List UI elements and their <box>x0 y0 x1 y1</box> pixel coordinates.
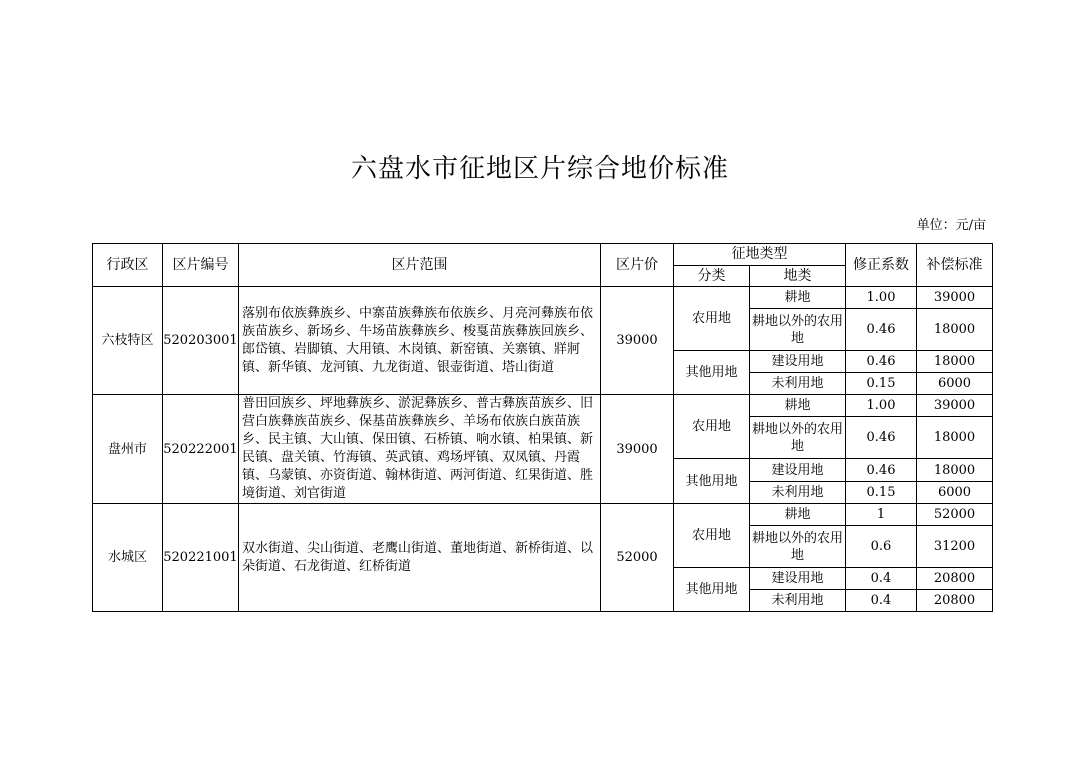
header-district: 行政区 <box>93 244 163 287</box>
district-cell: 水城区 <box>93 504 163 612</box>
category-cell: 农用地 <box>674 395 750 459</box>
category-cell: 其他用地 <box>674 351 750 395</box>
coefficient-cell: 0.46 <box>846 309 917 351</box>
land-class-cell: 耕地 <box>750 395 846 417</box>
compensation-cell: 39000 <box>917 395 993 417</box>
coefficient-cell: 0.4 <box>846 568 917 590</box>
category-cell: 其他用地 <box>674 459 750 504</box>
coefficient-cell: 0.46 <box>846 351 917 373</box>
header-coefficient: 修正系数 <box>846 244 917 287</box>
compensation-cell: 18000 <box>917 417 993 459</box>
compensation-cell: 18000 <box>917 459 993 482</box>
land-class-cell: 耕地以外的农用地 <box>750 417 846 459</box>
header-zone-price: 区片价 <box>601 244 674 287</box>
land-class-cell: 未利用地 <box>750 373 846 395</box>
zone-price-cell: 39000 <box>601 395 674 504</box>
land-class-cell: 耕地以外的农用地 <box>750 309 846 351</box>
land-class-cell: 建设用地 <box>750 351 846 373</box>
table-row <box>93 395 993 417</box>
compensation-cell: 20800 <box>917 568 993 590</box>
land-class-cell: 耕地 <box>750 287 846 309</box>
compensation-cell: 31200 <box>917 526 993 568</box>
compensation-cell: 20800 <box>917 590 993 612</box>
header-land-type: 征地类型 <box>674 244 846 266</box>
compensation-cell: 6000 <box>917 482 993 504</box>
zone-code-cell: 520221001 <box>163 504 239 612</box>
coefficient-cell: 1.00 <box>846 287 917 309</box>
zone-price-cell: 52000 <box>601 504 674 612</box>
coefficient-cell: 0.4 <box>846 590 917 612</box>
land-class-cell: 耕地 <box>750 504 846 526</box>
coefficient-cell: 0.6 <box>846 526 917 568</box>
land-price-table <box>92 243 993 612</box>
compensation-cell: 39000 <box>917 287 993 309</box>
table-row <box>93 287 993 309</box>
coefficient-cell: 0.15 <box>846 482 917 504</box>
land-class-cell: 建设用地 <box>750 568 846 590</box>
category-cell: 其他用地 <box>674 568 750 612</box>
zone-price-cell: 39000 <box>601 287 674 395</box>
zone-code-cell: 520222001 <box>163 395 239 504</box>
land-class-cell: 未利用地 <box>750 590 846 612</box>
coefficient-cell: 0.46 <box>846 417 917 459</box>
header-zone-range: 区片范围 <box>239 244 601 287</box>
header-compensation: 补偿标准 <box>917 244 993 287</box>
page-title: 六盘水市征地区片综合地价标准 <box>350 154 729 184</box>
zone-code-cell: 520203001 <box>163 287 239 395</box>
table-row <box>93 504 993 526</box>
category-cell: 农用地 <box>674 504 750 568</box>
coefficient-cell: 1.00 <box>846 395 917 417</box>
coefficient-cell: 0.46 <box>846 459 917 482</box>
district-cell: 盘州市 <box>93 395 163 504</box>
header-category: 分类 <box>674 266 750 287</box>
coefficient-cell: 1 <box>846 504 917 526</box>
district-cell: 六枝特区 <box>93 287 163 395</box>
land-class-cell: 耕地以外的农用地 <box>750 526 846 568</box>
zone-range-cell: 落别布依族彝族乡、中寨苗族彝族布依族乡、月亮河彝族布依族苗族乡、新场乡、牛场苗族彝族乡、梭戛苗族彝族回族乡、郎岱镇、岩脚镇、大用镇、木岗镇、新窑镇、关寨镇、牂牁镇、新华镇、龙河镇、九龙街道、银壶街道、塔山街道 <box>239 287 601 395</box>
compensation-cell: 18000 <box>917 351 993 373</box>
zone-range-cell: 双水街道、尖山街道、老鹰山街道、董地街道、新桥街道、以朵街道、石龙街道、红桥街道 <box>239 504 601 612</box>
land-class-cell: 建设用地 <box>750 459 846 482</box>
land-class-cell: 未利用地 <box>750 482 846 504</box>
compensation-cell: 18000 <box>917 309 993 351</box>
category-cell: 农用地 <box>674 287 750 351</box>
compensation-cell: 6000 <box>917 373 993 395</box>
unit-label: 单位：元/亩 <box>916 218 986 233</box>
compensation-cell: 52000 <box>917 504 993 526</box>
coefficient-cell: 0.15 <box>846 373 917 395</box>
header-land-class: 地类 <box>750 266 846 287</box>
zone-range-cell: 普田回族乡、坪地彝族乡、淤泥彝族乡、普古彝族苗族乡、旧营白族彝族苗族乡、保基苗族彝族乡、羊场布依族白族苗族乡、民主镇、大山镇、保田镇、石桥镇、响水镇、柏果镇、新民镇、盘关镇、竹海镇、英武镇、鸡场坪镇、双凤镇、丹霞镇、乌蒙镇、亦资街道、翰林街道、两河街道、红果街道、胜境街道、刘官街道 <box>239 395 601 504</box>
header-zone-code: 区片编号 <box>163 244 239 287</box>
